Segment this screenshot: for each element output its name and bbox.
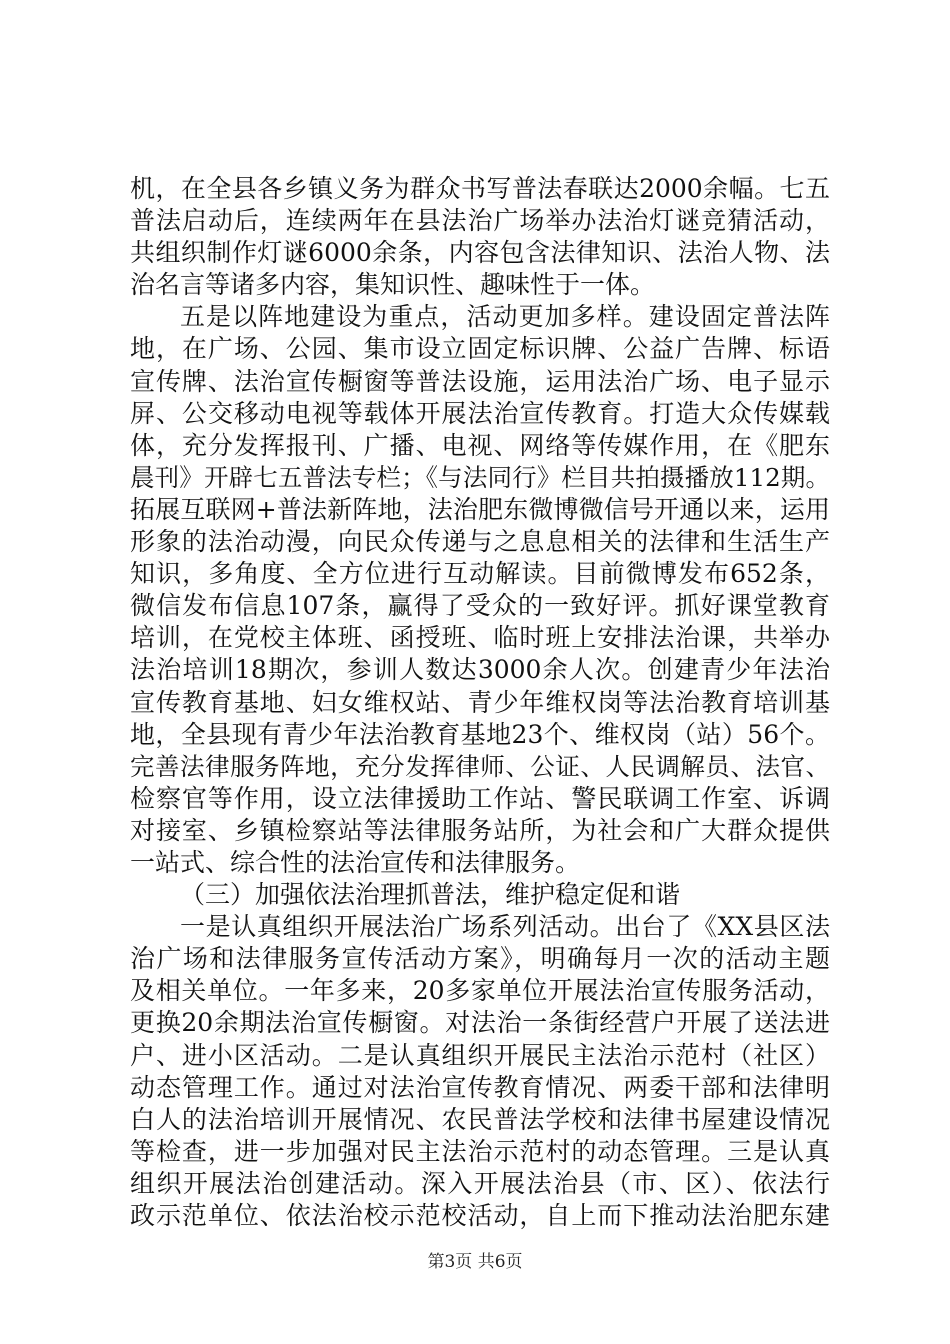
text-line: 一站式、综合性的法治宣传和法律服务。 xyxy=(130,847,581,877)
text-line: 五是以阵地建设为重点，活动更加多样。建设固定普法阵 xyxy=(180,302,830,332)
text-line: 共组织制作灯谜6000余条，内容包含法律知识、法治人物、法 xyxy=(130,238,830,268)
text-line: 对接室、乡镇检察站等法律服务站所，为社会和广大群众提供 xyxy=(130,815,830,845)
page-footer: 第3页 共6页 xyxy=(427,1252,523,1272)
text-line: 宣传教育基地、妇女维权站、青少年维权岗等法治教育培训基 xyxy=(130,687,830,717)
text-line: 户、进小区活动。二是认真组织开展民主法治示范村（社区） xyxy=(130,1040,830,1070)
text-line: 白人的法治培训开展情况、农民普法学校和法律书屋建设情况 xyxy=(130,1104,830,1134)
text-line: 完善法律服务阵地，充分发挥律师、公证、人民调解员、法官、 xyxy=(130,751,830,781)
text-line: 组织开展法治创建活动。深入开展法治县（市、区）、依法行 xyxy=(130,1168,830,1198)
text-line: 拓展互联网+普法新阵地，法治肥东微博微信号开通以来，运用 xyxy=(130,494,830,524)
text-line: 地，在广场、公园、集市设立固定标识牌、公益广告牌、标语 xyxy=(130,334,830,364)
text-line: 普法启动后，连续两年在县法治广场举办法治灯谜竞猜活动， xyxy=(130,206,830,236)
text-line: 政示范单位、依法治校示范校活动，自上而下推动法治肥东建 xyxy=(130,1201,830,1230)
text-line: 更换20余期法治宣传橱窗。对法治一条街经营户开展了送法进 xyxy=(130,1008,830,1038)
text-line: 动态管理工作。通过对法治宣传教育情况、两委干部和法律明 xyxy=(130,1072,830,1102)
text-line: 知识，多角度、全方位进行互动解读。目前微博发布652条， xyxy=(130,559,830,589)
text-line: 晨刊》开辟七五普法专栏；《与法同行》栏目共拍摄播放112期。 xyxy=(130,462,830,492)
text-line: 一是认真组织开展法治广场系列活动。出台了《XX县区法 xyxy=(180,912,830,942)
document-body xyxy=(130,173,830,1232)
text-line: 宣传牌、法治宣传橱窗等普法设施，运用法治广场、电子显示 xyxy=(130,366,830,396)
text-line: 机，在全县各乡镇义务为群众书写普法春联达2000余幅。七五 xyxy=(130,174,830,203)
text-line: 治广场和法律服务宣传活动方案》，明确每月一次的活动主题 xyxy=(130,944,830,974)
text-line: 体，充分发挥报刊、广播、电视、网络等传媒作用，在《肥东 xyxy=(130,430,830,460)
text-line: 培训，在党校主体班、函授班、临时班上安排法治课，共举办 xyxy=(130,623,830,653)
text-line: 及相关单位。一年多来，20多家单位开展法治宣传服务活动， xyxy=(130,976,830,1006)
text-line: 法治培训18期次，参训人数达3000余人次。创建青少年法治 xyxy=(130,655,830,685)
text-line: 检察官等作用，设立法律援助工作站、警民联调工作室、诉调 xyxy=(130,783,830,813)
text-line: 微信发布信息107条，赢得了受众的一致好评。抓好课堂教育 xyxy=(130,591,830,621)
text-line: 地，全县现有青少年法治教育基地23个、维权岗（站）56个。 xyxy=(130,719,830,749)
text-line: 等检查，进一步加强对民主法治示范村的动态管理。三是认真 xyxy=(130,1136,830,1166)
text-line: （三）加强依法治理抓普法，维护稳定促和谐 xyxy=(180,880,681,910)
text-line: 屏、公交移动电视等载体开展法治宣传教育。打造大众传媒载 xyxy=(130,398,830,428)
text-line: 治名言等诸多内容，集知识性、趣味性于一体。 xyxy=(130,270,656,300)
text-line: 形象的法治动漫，向民众传递与之息息相关的法律和生活生产 xyxy=(130,527,830,557)
